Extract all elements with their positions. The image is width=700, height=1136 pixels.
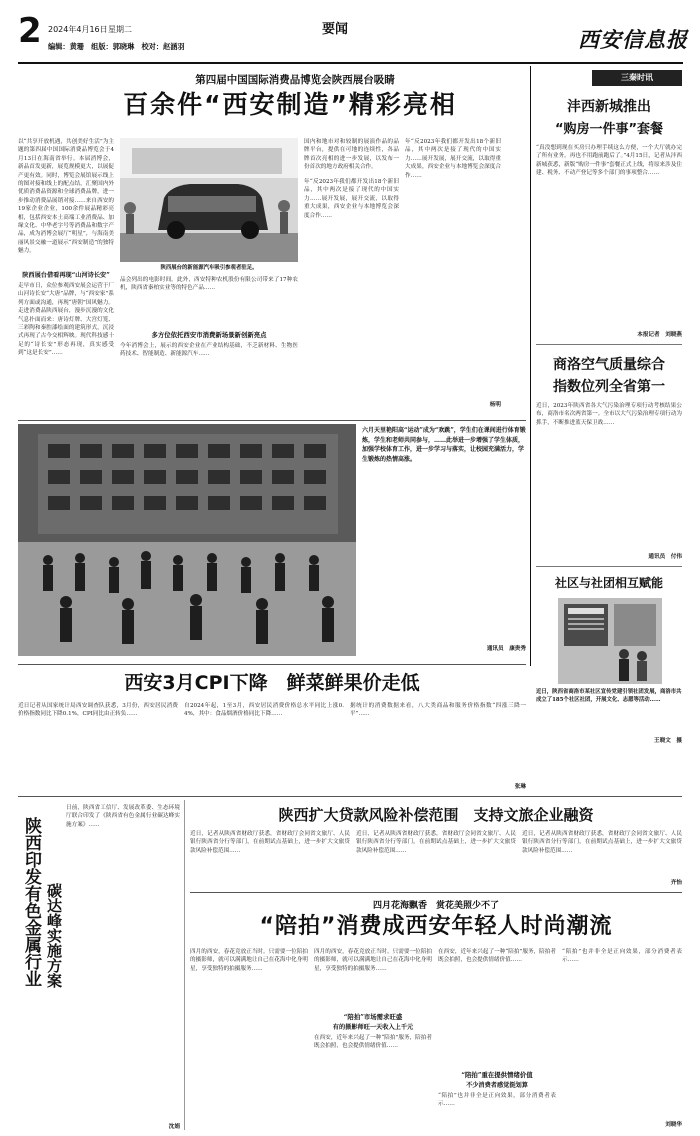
article3-headline: 社区与社团相互赋能 bbox=[554, 576, 663, 590]
article7-sub1: “陪拍”市场需求旺盛 bbox=[343, 1013, 403, 1021]
photo2-top-rule bbox=[18, 420, 526, 421]
article2-body: 近日，2023年陕西省各大气污染治理专项行动考核结果公布，商洛市名次两省第一。全市以大气污染治理专项行动为抓手，不断推进蓝天保卫战…… bbox=[536, 403, 682, 426]
sidebar1-headline: 沣西新城推出 bbox=[567, 99, 651, 115]
sidebar1-byline: 本报记者 刘晓燕 bbox=[637, 332, 682, 338]
article2-byline: 通讯员 付伟 bbox=[648, 554, 682, 560]
article6-byline: 齐怡 bbox=[670, 880, 682, 886]
article7-sub2b: 不少消费者感觉挺划算 bbox=[466, 1082, 528, 1089]
article1-photo-caption: 陕西展台的新能源汽车吸引参观者驻足。 bbox=[160, 265, 258, 271]
article7-col1: 四月的西安，春花竞放正当时。只需要一位陪拍的摄影师，就可以满满地让自己在花海中化身明星，享受独特的拍摄服务…… bbox=[190, 949, 308, 972]
article4-headline: 西安3月CPI下降 鲜菜鲜果价走低 bbox=[124, 672, 420, 694]
article7-col2a: 四月的西安，春花竞放正当时。只需要一位陪拍的摄影师，就可以满满地让自己在花海中化身明星，享受独特的拍摄服务…… bbox=[314, 949, 432, 972]
sidebar-divider-1 bbox=[536, 344, 682, 345]
article1-col1: 以“共享开放机遇，共创美好生活”为主题的第四届中国国际消费品博览会于4月13日在海南省举行。本届消博会，新品首发更新，展览规模更大，以展促产更有效。同时，博览会展馆展示线上的图对接和线上的配点结，汇聚国内外优质消费品资源和全球消费品牌，进一步推动消费品展销对接……来自西安的19家企业企业，100余件展品精彩亮相，包括西安本土高端工业消费品、加缘文化、中华老字号等消费品和数字产品，成为消博会展厅“明星”，与海南美丽风景交融一道展示“西安制造”的独特魅力。 bbox=[18, 139, 114, 255]
article5-vertical-title bbox=[20, 802, 42, 1002]
article2-headline2: 指数位列全省第一 bbox=[553, 379, 665, 395]
article1-col3: 品会列出的电影时间。此外，西安特种农机股份有限公司带来了17种农机，陕西省秦柏实业等的特色产品…… bbox=[120, 277, 298, 292]
article6-col2: 近日，记者从陕西省财政厅获悉，省财政厅会同省文旅厅、人民银行陕西省分行等部门，在前期试点基础上，进一步扩大文旅贷款风险补偿范围…… bbox=[356, 831, 516, 854]
article7-byline: 刘晓华 bbox=[665, 1122, 682, 1128]
editors: 编辑：黄珊 组版：郭晓琳 校对：赵涵羽 bbox=[48, 42, 185, 51]
divider-article5 bbox=[184, 800, 185, 1130]
issue-date: 2024年4月16日 bbox=[48, 25, 108, 34]
article1-subhead: 陕西展台借看再现“山河诗长安” bbox=[22, 272, 110, 279]
article7-kicker: 四月花海飘香 赏花美照少不了 bbox=[372, 901, 499, 911]
article6-col1: 近日，记者从陕西省财政厅获悉，省财政厅会同省文旅厅、人民银行陕西省分行等部门，在前期试点基础上，进一步扩大文旅贷款风险补偿范围…… bbox=[190, 831, 350, 854]
article4-byline: 张琳 bbox=[514, 784, 526, 790]
paper-logo: 西安信息报 bbox=[578, 27, 688, 52]
article4-col1: 近日记者从国家统计局西安调查队获悉，3月份，西安居民消费价格指数同比下降0.1%，CPI同比由正转负…… bbox=[18, 703, 178, 718]
photo2-caption: 六月天里艳阳高“运动”成为“欢跳”，学生们在课间进行体育锻炼，学生和老师共同参与，……此举进一步增强了学生体质，加强学校体育工作，进一步学习与落实，让校园充满活力，学生锻炼的热情高涨。 bbox=[362, 427, 526, 463]
article6-bottom-rule bbox=[190, 892, 682, 893]
sidebar1-label bbox=[592, 70, 682, 86]
article5-title-line2: 碳达峰实施方案 bbox=[45, 882, 63, 988]
sidebar1-headline2: “购房一件事”套餐 bbox=[554, 122, 664, 137]
section-title: 要闻 bbox=[322, 22, 349, 37]
photo2-byline: 通讯员 康贵秀 bbox=[486, 646, 526, 652]
article1-col2: 走早市日，众位参观西安展会运营于厂山河诗长安“大唐”品牌，与“西安家”系列方面或沟通，再现“唐朝”国风魅力。走进消费品陕西展台，漫步沉漫的文化气息扑面而来：唐诗灯牌、大宫灯笼、三彩陶和秦腔漆绘面的建筑形式，沉浸式再现了古今交相辉映。现代科技感十足的“诗长安”形态再现，真实感受到“这是长安”…… bbox=[18, 283, 114, 357]
article7-sub2: “陪拍”重在提供情绪价值 bbox=[461, 1071, 533, 1079]
divider-right-column bbox=[530, 66, 531, 666]
article7-sub1b: 有的摄影师旺一天收入上千元 bbox=[332, 1024, 414, 1031]
article1-photo bbox=[120, 138, 298, 262]
article1-col4: 国内和地市对和较制的展演作品的品牌平台，提供在可地的连续性，各品牌首次亮相的进一步发展，以发布一份首次的地方政府相关合作。 bbox=[304, 139, 399, 171]
article5-title-line1: 陕西印发有色金属行业 bbox=[21, 817, 41, 987]
article5-byline: 沈娟 bbox=[168, 1124, 180, 1130]
sidebar-divider-2 bbox=[536, 566, 682, 567]
article4-bottom-rule bbox=[18, 796, 682, 797]
article6-headline: 陕西扩大贷款风险补偿范围 支持文旅企业融资 bbox=[278, 806, 594, 824]
article5-vertical-title2 bbox=[44, 840, 64, 1030]
masthead bbox=[0, 0, 700, 62]
article1-col5: 年“反2023年我们都开发出18个新旧品，其中两次是接了现代的中国实力……展开发展，展开交流，以取得重大成果，西安企业与本地博览会深度合作…… bbox=[304, 179, 399, 219]
page-number: 2 bbox=[18, 11, 42, 51]
article4-col3: 据统计的消费数据来看，八大类商品和服务价格指数“四涨三降一平”…… bbox=[350, 703, 526, 718]
weekday: 星期二 bbox=[108, 25, 132, 34]
article6-col3: 近日，记者从陕西省财政厅获悉，省财政厅会同省文旅厅、人民银行陕西省分行等部门，在前期试点基础上，进一步扩大文旅贷款风险补偿范围…… bbox=[522, 831, 682, 854]
article3-photo bbox=[558, 598, 662, 684]
article1-subhead2: 多方位依托西安市消费新场景新创新亮点 bbox=[151, 331, 267, 339]
article1-headline: 百余件“西安制造”精彩亮相 bbox=[123, 90, 457, 119]
article7-col2b: 在西安，近年来兴起了一种“陪拍”服务，陪拍者既会拍照，也会提供情绪价值…… bbox=[314, 1035, 432, 1050]
article1-byline: 杨明 bbox=[489, 402, 501, 408]
article1-col6: 年“反2023年我们都开发出18个新旧品，其中两次是接了现代的中国实力……展开发展，展开交流，以取得重大成果，西安企业与本地博览会深度合作…… bbox=[405, 139, 501, 179]
photo2-image bbox=[18, 424, 356, 656]
article7-col4: “陪拍”也并非全是正向效果，部分消费者表示…… bbox=[562, 949, 682, 964]
article4-col2: 自2024年起，1至3月，西安居民消费价格总水平同比上涨0.4%，其中：食品烟酒价格同比下降…… bbox=[184, 703, 344, 718]
sidebar1-label-text: 三秦时讯 bbox=[621, 73, 653, 82]
article7-headline: “陪拍”消费成西安年轻人时尚潮流 bbox=[259, 914, 613, 939]
article7-col3b: “陪拍”也并非全是正向效果，部分消费者表示…… bbox=[438, 1093, 556, 1108]
masthead-rule bbox=[18, 62, 683, 64]
sidebar1-body: “真没想到现在买房只办理手续这么方便，一个大厅就办完了所有业务，再也不用跑前跑后了。”4月15日，记者从沣西新城获悉，新版“购房一件事”套餐正式上线，将原来涉及住建、税务、不动产登记等多个部门的事项整合…… bbox=[536, 145, 682, 177]
article1-kicker: 第四届中国国际消费品博览会陕西展台吸睛 bbox=[195, 74, 395, 86]
article3-byline: 王晓文 摄 bbox=[654, 738, 682, 744]
article7-col3a: 在西安，近年来兴起了一种“陪拍”服务，陪拍者既会拍照，也会提供情绪价值…… bbox=[438, 949, 556, 964]
article2-headline: 商洛空气质量综合 bbox=[553, 357, 665, 373]
article1-col3b: 今年消博会上，展示的西安企业在产业结构基础，不乏新材料、生物医药技术、智能制造、新能源汽车…… bbox=[120, 343, 298, 358]
article3-photo-caption: 近日，陕西省商洛市某社区宣传党建引领社团发展，商洛市共成立了185个社区社团，开展文化、志愿等活动…… bbox=[536, 689, 682, 703]
article4-top-rule bbox=[18, 664, 526, 665]
article5-body: 日前，陕西省工信厅、发展改革委、生态环境厅联合印发了《陕西省有色金属行业碳达峰实施方案》…… bbox=[66, 805, 180, 828]
